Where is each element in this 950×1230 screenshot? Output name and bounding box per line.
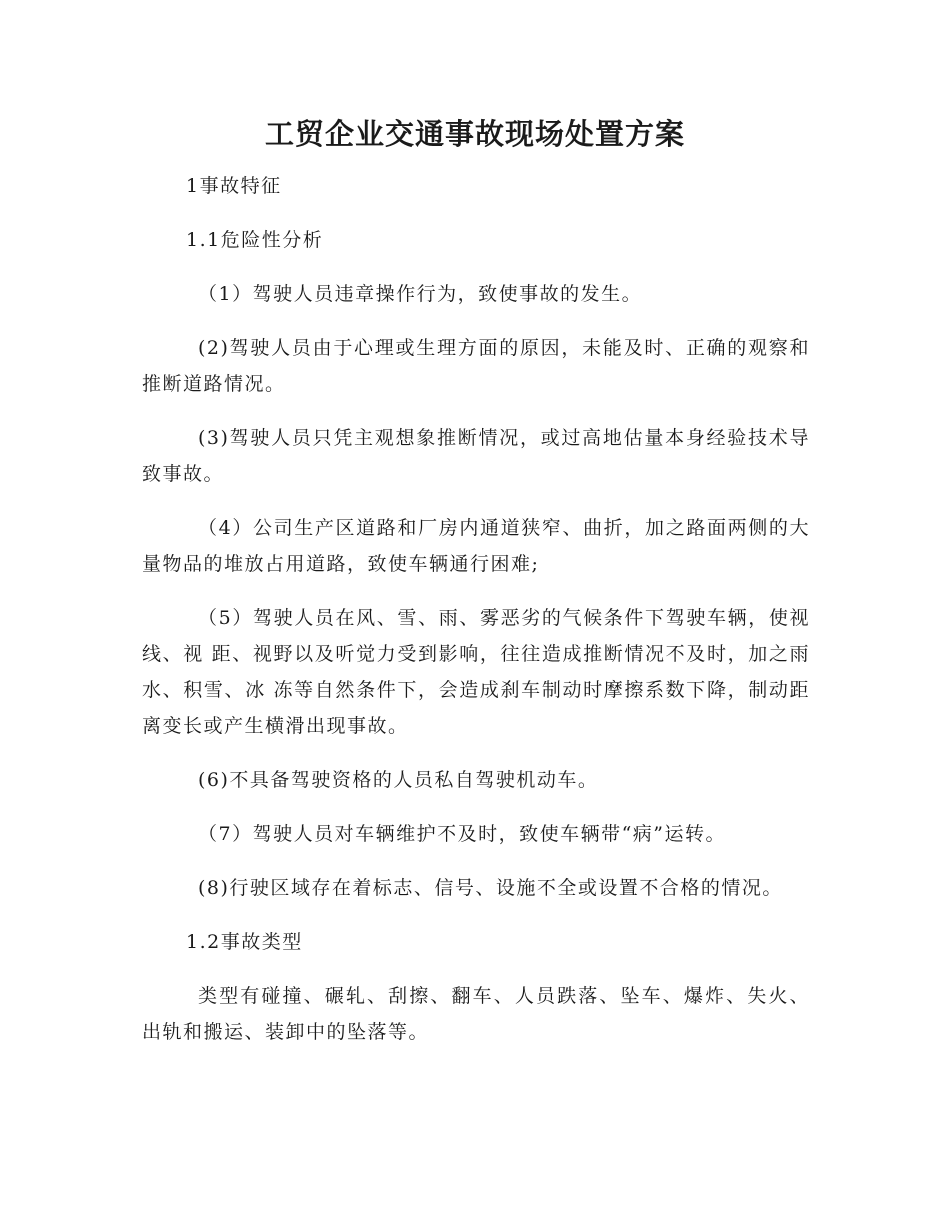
hazard-item-5: （5）驾驶人员在风、雪、雨、雾恶劣的气候条件下驾驶车辆，使视线、视 距、视野以及听觉力受到影响，往往造成推断情况不及时，加之雨水、积雪、冰 冻等自然条件下，会造成刹车制动时摩擦系数下降，制动距离变长或产生横滑出现事故。 [142, 607, 810, 737]
document-body [142, 168, 810, 1068]
document-title: 工贸企业交通事故现场处置方案 [264, 117, 685, 151]
hazard-item-8: (8)行驶区域存在着标志、信号、设施不全或设置不合格的情况。 [198, 877, 783, 899]
hazard-item-1: （1）驾驶人员违章操作行为，致使事故的发生。 [198, 283, 643, 305]
section-heading-1: 1事故特征 [186, 175, 282, 197]
hazard-item-3: (3)驾驶人员只凭主观想象推断情况，或过高地估量本身经验技术导致事故。 [142, 427, 810, 485]
accident-types-text: 类型有碰撞、碾轧、刮擦、翻车、人员跌落、坠车、爆炸、失火、出轨和搬运、装卸中的坠落等。 [142, 985, 810, 1043]
hazard-item-7: （7）驾驶人员对车辆维护不及时，致使车辆带“病”运转。 [198, 823, 727, 845]
hazard-item-4: （4）公司生产区道路和厂房内通道狭窄、曲折，加之路面两侧的大量物品的堆放占用道路，致使车辆通行困难; [142, 517, 810, 575]
hazard-item-6: (6)不具备驾驶资格的人员私自驾驶机动车。 [198, 769, 599, 791]
section-heading-1-2: 1.2事故类型 [186, 931, 303, 953]
section-heading-1-1: 1.1危险性分析 [186, 229, 324, 251]
hazard-item-2: (2)驾驶人员由于心理或生理方面的原因，未能及时、正确的观察和推断道路情况。 [142, 337, 810, 395]
